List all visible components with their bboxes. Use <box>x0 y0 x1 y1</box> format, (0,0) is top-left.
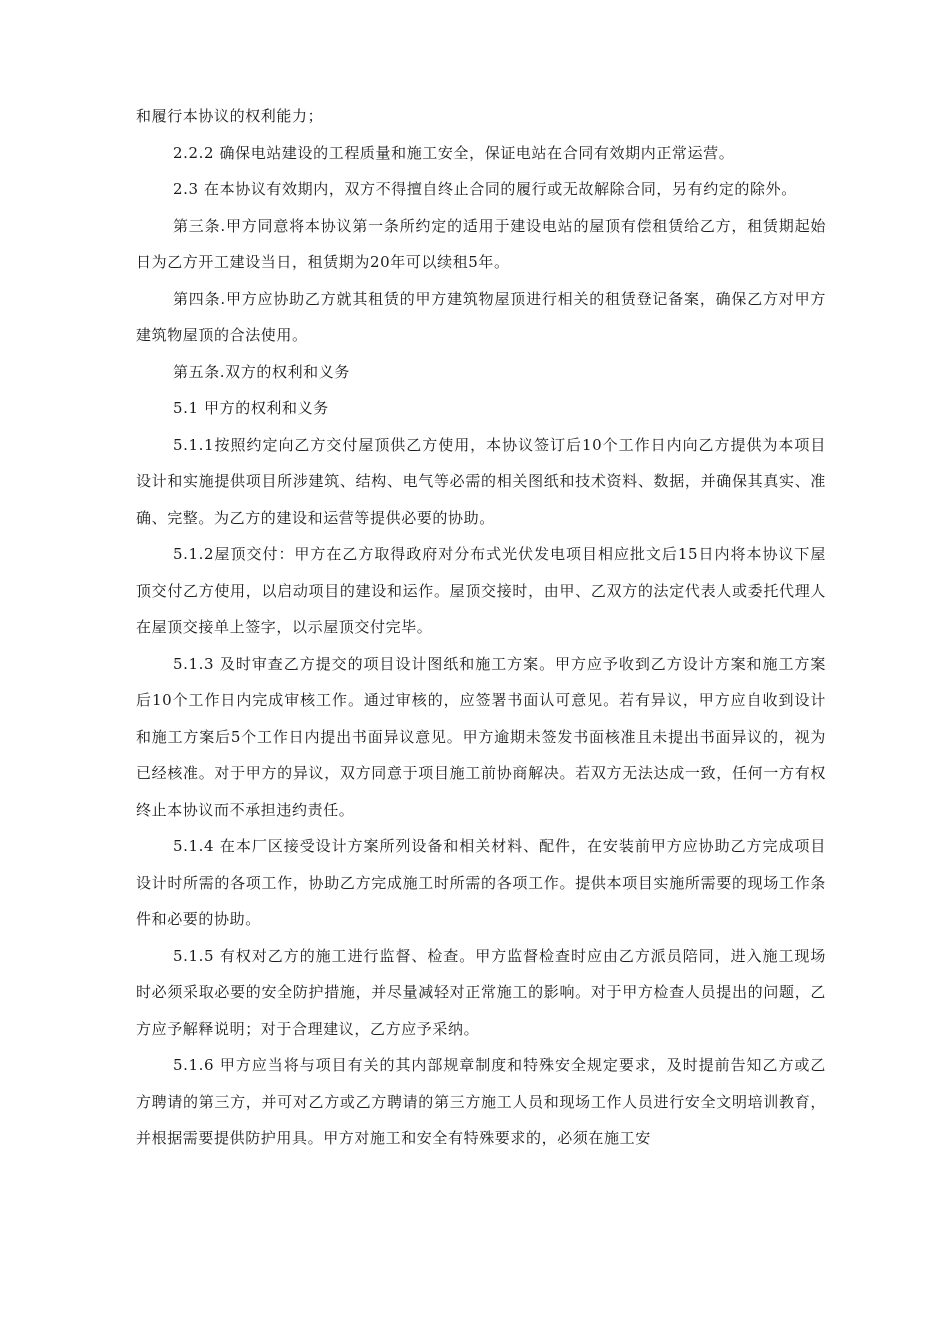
paragraph: 5.1.5 有权对乙方的施工进行监督、检查。甲方监督检查时应由乙方派员陪同，进入施工现场时必须采取必要的安全防护措施，并尽量减轻对正常施工的影响。对于甲方检查人员提出的问题，乙方应予解释说明；对于合理建议，乙方应予采纳。 <box>136 946 826 1038</box>
paragraph: 5.1.1按照约定向乙方交付屋顶供乙方使用，本协议签订后10个工作日内向乙方提供为本项目设计和实施提供项目所涉建筑、结构、电气等必需的相关图纸和技术资料、数据，并确保其真实、准确、完整。为乙方的建设和运营等提供必要的协助。 <box>136 435 826 527</box>
paragraph: 2.2.2 确保电站建设的工程质量和施工安全，保证电站在合同有效期内正常运营。 <box>173 143 735 162</box>
paragraph: 5.1.6 甲方应当将与项目有关的其内部规章制度和特殊安全规定要求，及时提前告知乙方或乙方聘请的第三方，并可对乙方或乙方聘请的第三方施工人员和现场工作人员进行安全文明培训教育，并根据需要提供防护用具。甲方对施工和安全有特殊要求的，必须在施工安 <box>136 1056 826 1147</box>
paragraph: 第四条.甲方应协助乙方就其租赁的甲方建筑物屋顶进行相关的租赁登记备案，确保乙方对甲方建筑物屋顶的合法使用。 <box>136 289 826 344</box>
paragraph: 和履行本协议的权利能力； <box>136 107 324 125</box>
paragraph: 5.1.4 在本厂区接受设计方案所列设备和相关材料、配件，在安装前甲方应协助乙方完成项目设计时所需的各项工作，协助乙方完成施工时所需的各项工作。提供本项目实施所需要的现场工作条件和必要的协助。 <box>136 837 826 928</box>
paragraph: 5.1.3 及时审查乙方提交的项目设计图纸和施工方案。甲方应予收到乙方设计方案和施工方案后10个工作日内完成审核工作。通过审核的，应签署书面认可意见。若有异议，甲方应自收到设计和施工方案后5个工作日内提出书面异议意见。甲方逾期未签发书面核准且未提出书面异议的，视为已经核准。对于甲方的异议，双方同意于项目施工前协商解决。若双方无法达成一致，任何一方有权终止本协议而不承担违约责任。 <box>136 654 826 819</box>
subsection-heading: 5.1 甲方的权利和义务 <box>173 399 329 417</box>
paragraph: 第三条.甲方同意将本协议第一条所约定的适用于建设电站的屋顶有偿租赁给乙方，租赁期起始日为乙方开工建设当日，租赁期为20年可以续租5年。 <box>136 216 826 271</box>
paragraph: 5.1.2屋顶交付：甲方在乙方取得政府对分布式光伏发电项目相应批文后15日内将本协议下屋顶交付乙方使用，以启动项目的建设和运作。屋顶交接时，由甲、乙双方的法定代表人或委托代理人在屋顶交接单上签字，以示屋顶交付完毕。 <box>136 545 826 636</box>
document-page <box>136 98 826 1157</box>
paragraph: 2.3 在本协议有效期内，双方不得擅自终止合同的履行或无故解除合同，另有约定的除外。 <box>173 180 797 198</box>
section-heading: 第五条.双方的权利和义务 <box>173 362 350 381</box>
